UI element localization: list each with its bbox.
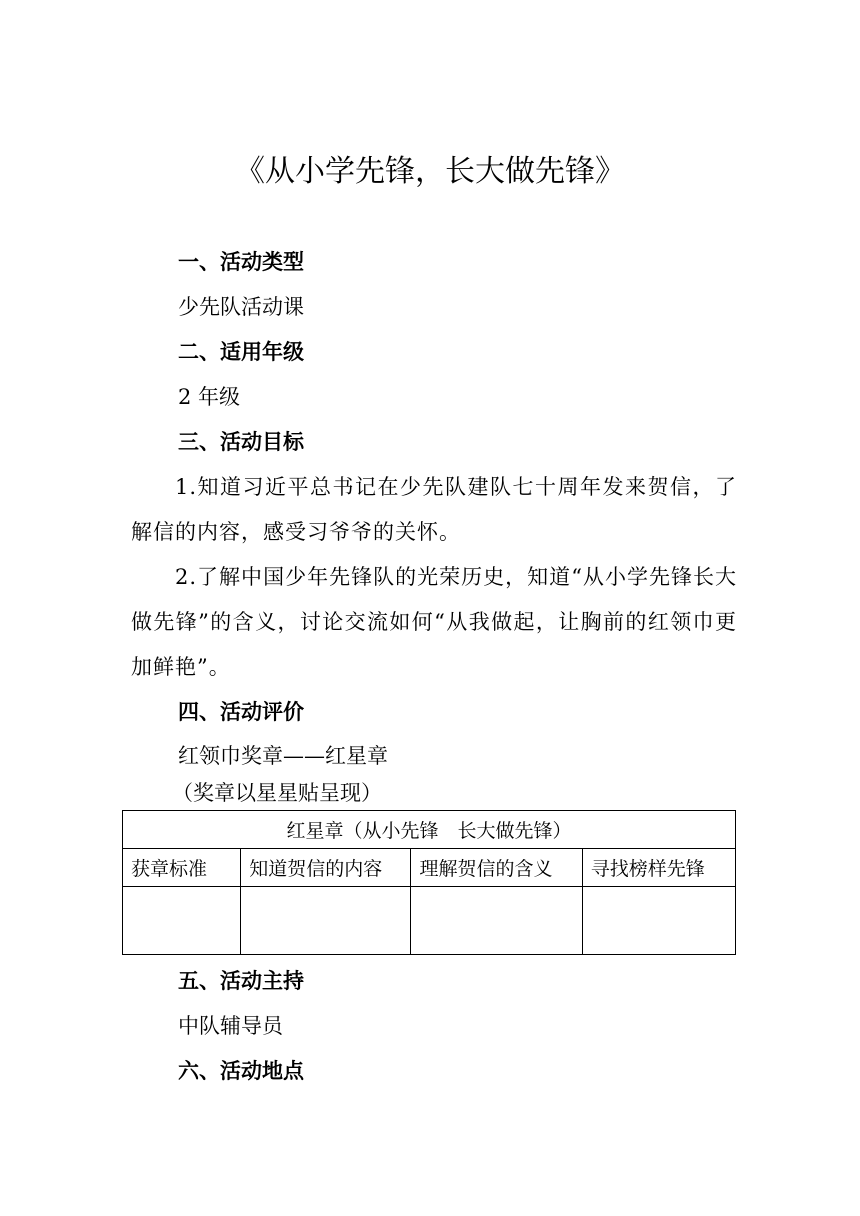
page-title: 《从小学先锋，长大做先锋》 bbox=[235, 154, 625, 189]
award-table-cell bbox=[241, 887, 411, 955]
grade-value: 2 年级 bbox=[178, 385, 241, 409]
award-table-caption: 红星章（从小先锋 长大做先锋） bbox=[123, 811, 736, 849]
award-table-header: 知道贺信的内容 bbox=[241, 849, 411, 887]
award-table-cell bbox=[582, 887, 735, 955]
section-heading-host: 五、活动主持 bbox=[178, 969, 304, 993]
host-value: 中队辅导员 bbox=[178, 1014, 283, 1038]
award-table-cell bbox=[411, 887, 582, 955]
section-heading-evaluation: 四、活动评价 bbox=[178, 700, 304, 724]
section-heading-goals: 三、活动目标 bbox=[178, 430, 304, 454]
award-table-header: 获章标准 bbox=[123, 849, 241, 887]
award-table-cell bbox=[123, 887, 241, 955]
evaluation-award-note: （奖章以星星贴呈现） bbox=[172, 781, 382, 805]
goal-paragraph-2: 2.了解中国少年先锋队的光荣历史，知道“从小学先锋长大做先锋”的含义，讨论交流如何“从我做起，让胸前的红领巾更加鲜艳”。 bbox=[131, 565, 737, 679]
award-table bbox=[122, 810, 736, 955]
activity-type-value: 少先队活动课 bbox=[178, 295, 304, 319]
award-table-header: 理解贺信的含义 bbox=[411, 849, 582, 887]
evaluation-award-name: 红领巾奖章——红星章 bbox=[178, 744, 388, 768]
section-heading-activity-type: 一、活动类型 bbox=[178, 250, 304, 274]
section-heading-grade: 二、适用年级 bbox=[178, 340, 304, 364]
section-heading-location: 六、活动地点 bbox=[178, 1059, 304, 1083]
award-table-header: 寻找榜样先锋 bbox=[582, 849, 735, 887]
goal-paragraph-1: 1.知道习近平总书记在少先队建队七十周年发来贺信，了解信的内容，感受习爷爷的关怀。 bbox=[131, 475, 737, 544]
